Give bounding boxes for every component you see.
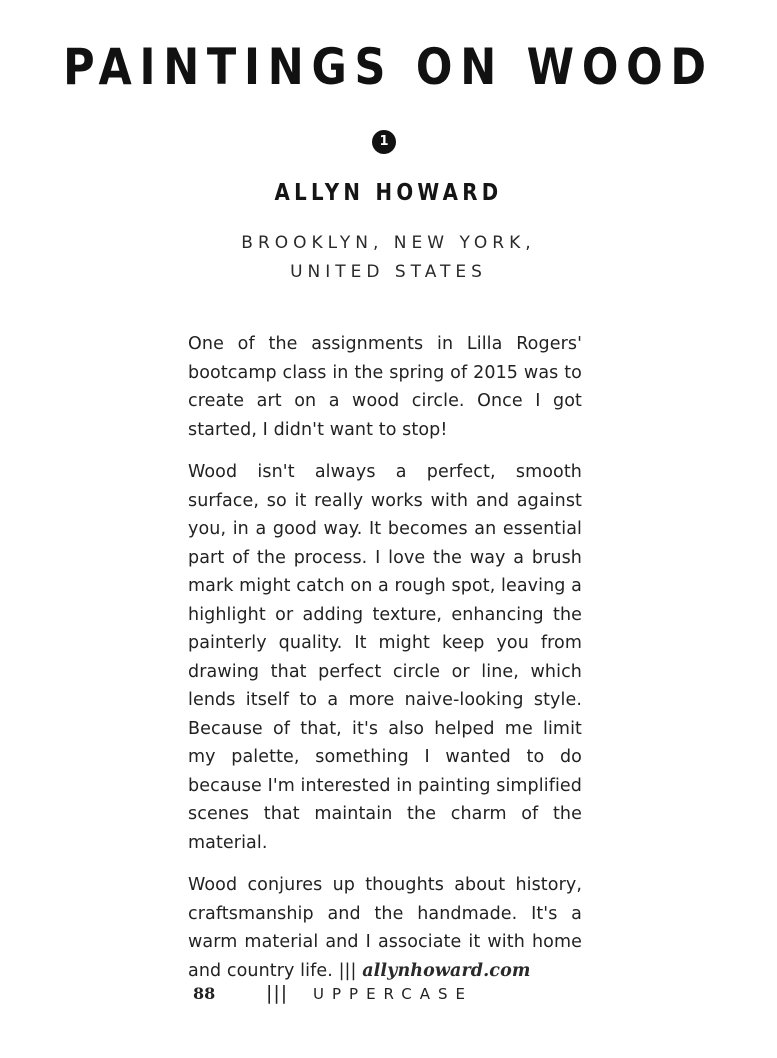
end-mark: ||| (338, 960, 357, 981)
page-number: 88 (193, 984, 216, 1003)
artist-name: ALLYN HOWARD (274, 180, 503, 206)
paragraph-3 (188, 871, 582, 985)
artist-location (0, 229, 777, 287)
website-link[interactable]: allynhoward.com (362, 960, 531, 981)
article-title: PAINTINGS ON WOOD (63, 38, 714, 96)
paragraph-1: One of the assignments in Lilla Rogers' bootcamp class in the spring of 2015 was to create art on a wood circle. Once I got started, I didn't want to stop! (188, 334, 582, 440)
magazine-name: UPPERCASE (313, 985, 473, 1003)
location-line-2: UNITED STATES (290, 262, 487, 282)
footer-divider: ||| (266, 982, 289, 1004)
article-body (188, 330, 582, 999)
paragraph-2: Wood isn't always a perfect, smooth surface, so it really works with and against you, in a good way. It becomes an essential part of the process. I love the way a brush mark might catch on a rough spot, leaving a highlight or adding texture, enhancing the painterly quality. It might keep you from drawing that perfect circle or line, which lends itself to a more naive-looking style. Because of that, it's also helped me limit my palette, something I wanted to do because I'm interested in painting simplified scenes that maintain the charm of the material. (188, 462, 582, 853)
page-footer (193, 984, 593, 1010)
entry-number-badge: 1 (372, 130, 396, 154)
location-line-1: BROOKLYN, NEW YORK, (241, 233, 536, 253)
paragraph-3-text: Wood conjures up thoughts about history, craftsmanship and the handmade. It's a warm material and I associate it with home and country life. (188, 875, 582, 981)
